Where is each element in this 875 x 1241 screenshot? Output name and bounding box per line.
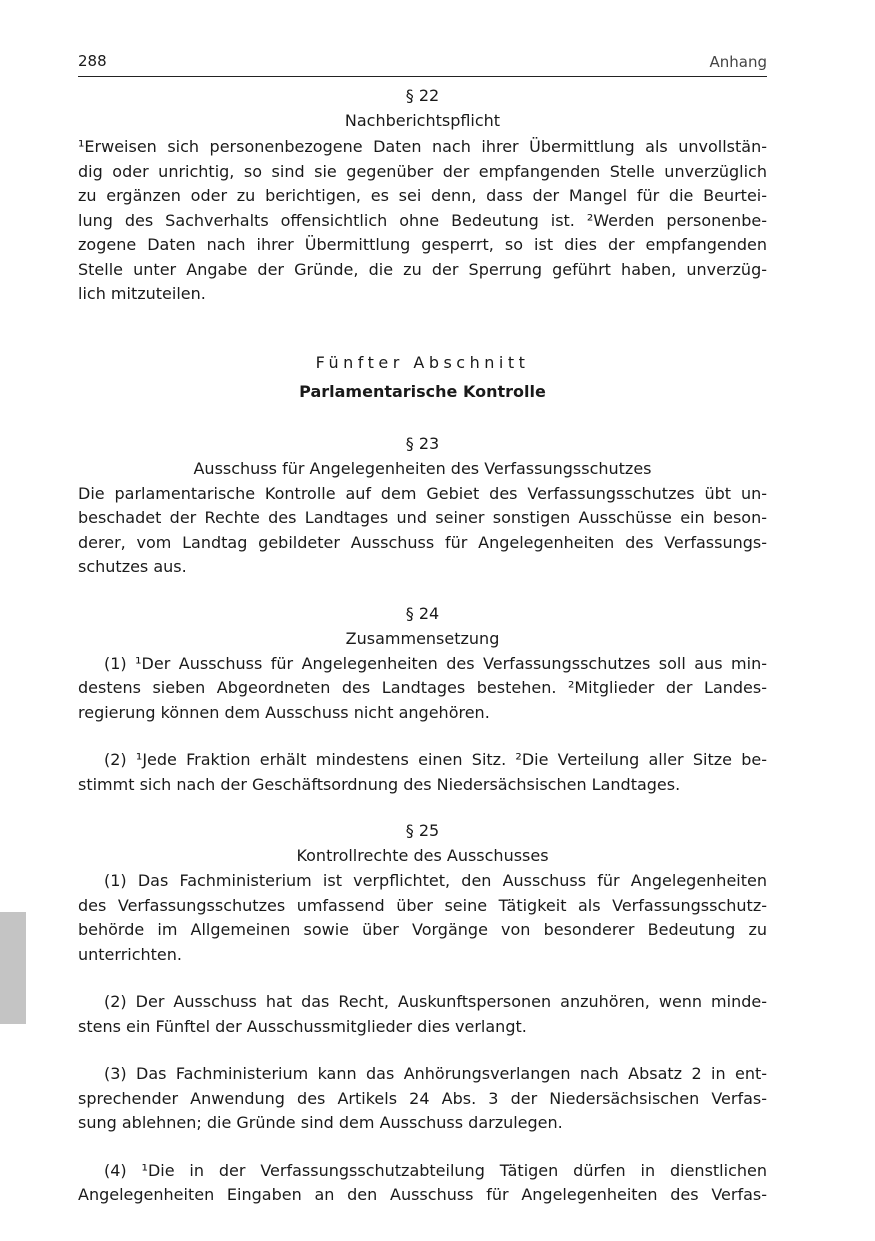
text-line: sprechender Anwendung des Artikels 24 Abs. 3 der Niedersächsischen Verfas- xyxy=(78,1088,767,1108)
text-line: (2) ¹Jede Fraktion erhält mindestens einen Sitz. ²Die Verteilung aller Sitze be- xyxy=(104,750,767,769)
text-line: stimmt sich nach der Geschäftsordnung des Niedersächsischen Landtages. xyxy=(78,774,681,794)
text-line: (2) Der Ausschuss hat das Recht, Auskunftspersonen anzuhören, wenn minde- xyxy=(104,992,767,1011)
text-line: dig oder unrichtig, so sind sie gegenüber der empfangenden Stelle unverzüglich xyxy=(78,161,767,181)
section-23-number: § 23 xyxy=(405,433,440,453)
section-25-paragraph-4 xyxy=(78,1159,767,1208)
text-line: schutzes aus. xyxy=(78,557,187,576)
section-24-paragraph-1 xyxy=(78,652,767,726)
page-header xyxy=(78,48,767,77)
section-24-number: § 24 xyxy=(405,603,440,623)
text-line: zu ergänzen oder zu berichtigen, es sei denn, dass der Mangel für die Beurtei- xyxy=(78,186,767,205)
thumb-index-tab xyxy=(0,912,26,1024)
section-25-paragraph-1 xyxy=(78,869,767,967)
section-25-paragraph-2 xyxy=(78,990,767,1039)
chapter-label: Fünfter Abschnitt xyxy=(315,352,530,372)
text-line: Angelegenheiten Eingaben an den Ausschuss für Angelegenheiten des Verfas- xyxy=(78,1185,767,1204)
section-24-paragraph-2 xyxy=(78,748,767,797)
text-line: sung ablehnen; die Gründe sind dem Ausschuss darzulegen. xyxy=(78,1113,563,1132)
running-title: Anhang xyxy=(709,53,767,71)
section-25-number: § 25 xyxy=(405,821,440,840)
text-line: destens sieben Abgeordneten des Landtages bestehen. ²Mitglieder der Landes- xyxy=(78,678,767,697)
text-line: Stelle unter Angabe der Gründe, die zu der Sperrung geführt haben, unverzüg- xyxy=(78,259,767,279)
section-22-heading: Nachberichtspflicht xyxy=(344,111,501,130)
text-line: unterrichten. xyxy=(78,944,182,964)
text-line: beschadet der Rechte des Landtages und seiner sonstigen Ausschüsse ein beson- xyxy=(78,508,767,527)
text-line: zogene Daten nach ihrer Übermittlung gesperrt, so ist dies der empfangenden xyxy=(78,235,767,254)
text-line: (4) ¹Die in der Verfassungsschutzabteilung Tätigen dürfen in dienstlichen xyxy=(104,1160,767,1180)
text-line: (1) Das Fachministerium ist verpflichtet, den Ausschuss für Angelegenheiten xyxy=(104,871,767,890)
page-number: 288 xyxy=(78,52,107,70)
text-line: Die parlamentarische Kontrolle auf dem Gebiet des Verfassungsschutzes übt un- xyxy=(78,483,767,503)
text-line: lich mitzuteilen. xyxy=(78,284,206,303)
text-line: ¹Erweisen sich personenbezogene Daten nach ihrer Übermittlung als unvollstän- xyxy=(78,137,767,156)
section-23-text xyxy=(78,482,767,580)
text-line: stens ein Fünftel der Ausschussmitglieder dies verlangt. xyxy=(78,1016,527,1036)
text-line: des Verfassungsschutzes umfassend über seine Tätigkeit als Verfassungsschutz- xyxy=(78,895,767,915)
text-line: (1) ¹Der Ausschuss für Angelegenheiten des Verfassungsschutzes soll aus min- xyxy=(104,653,767,673)
text-line: regierung können dem Ausschuss nicht angehören. xyxy=(78,702,490,722)
page-body xyxy=(78,84,767,1208)
section-22-text xyxy=(78,135,767,307)
text-line: behörde im Allgemeinen sowie über Vorgänge von besonderer Bedeutung zu xyxy=(78,920,767,939)
section-23-heading: Ausschuss für Angelegenheiten des Verfassungsschutzes xyxy=(193,458,652,478)
section-25-paragraph-3 xyxy=(78,1062,767,1136)
chapter-title: Parlamentarische Kontrolle xyxy=(299,381,546,401)
text-line: lung des Sachverhalts offensichtlich ohne Bedeutung ist. ²Werden personenbe- xyxy=(78,210,767,230)
section-25-heading: Kontrollrechte des Ausschusses xyxy=(296,846,549,865)
section-24-heading: Zusammensetzung xyxy=(345,628,500,648)
section-22-number: § 22 xyxy=(405,86,440,105)
text-line: (3) Das Fachministerium kann das Anhörungsverlangen nach Absatz 2 in ent- xyxy=(104,1064,767,1083)
text-line: derer, vom Landtag gebildeter Ausschuss für Angelegenheiten des Verfassungs- xyxy=(78,532,767,552)
